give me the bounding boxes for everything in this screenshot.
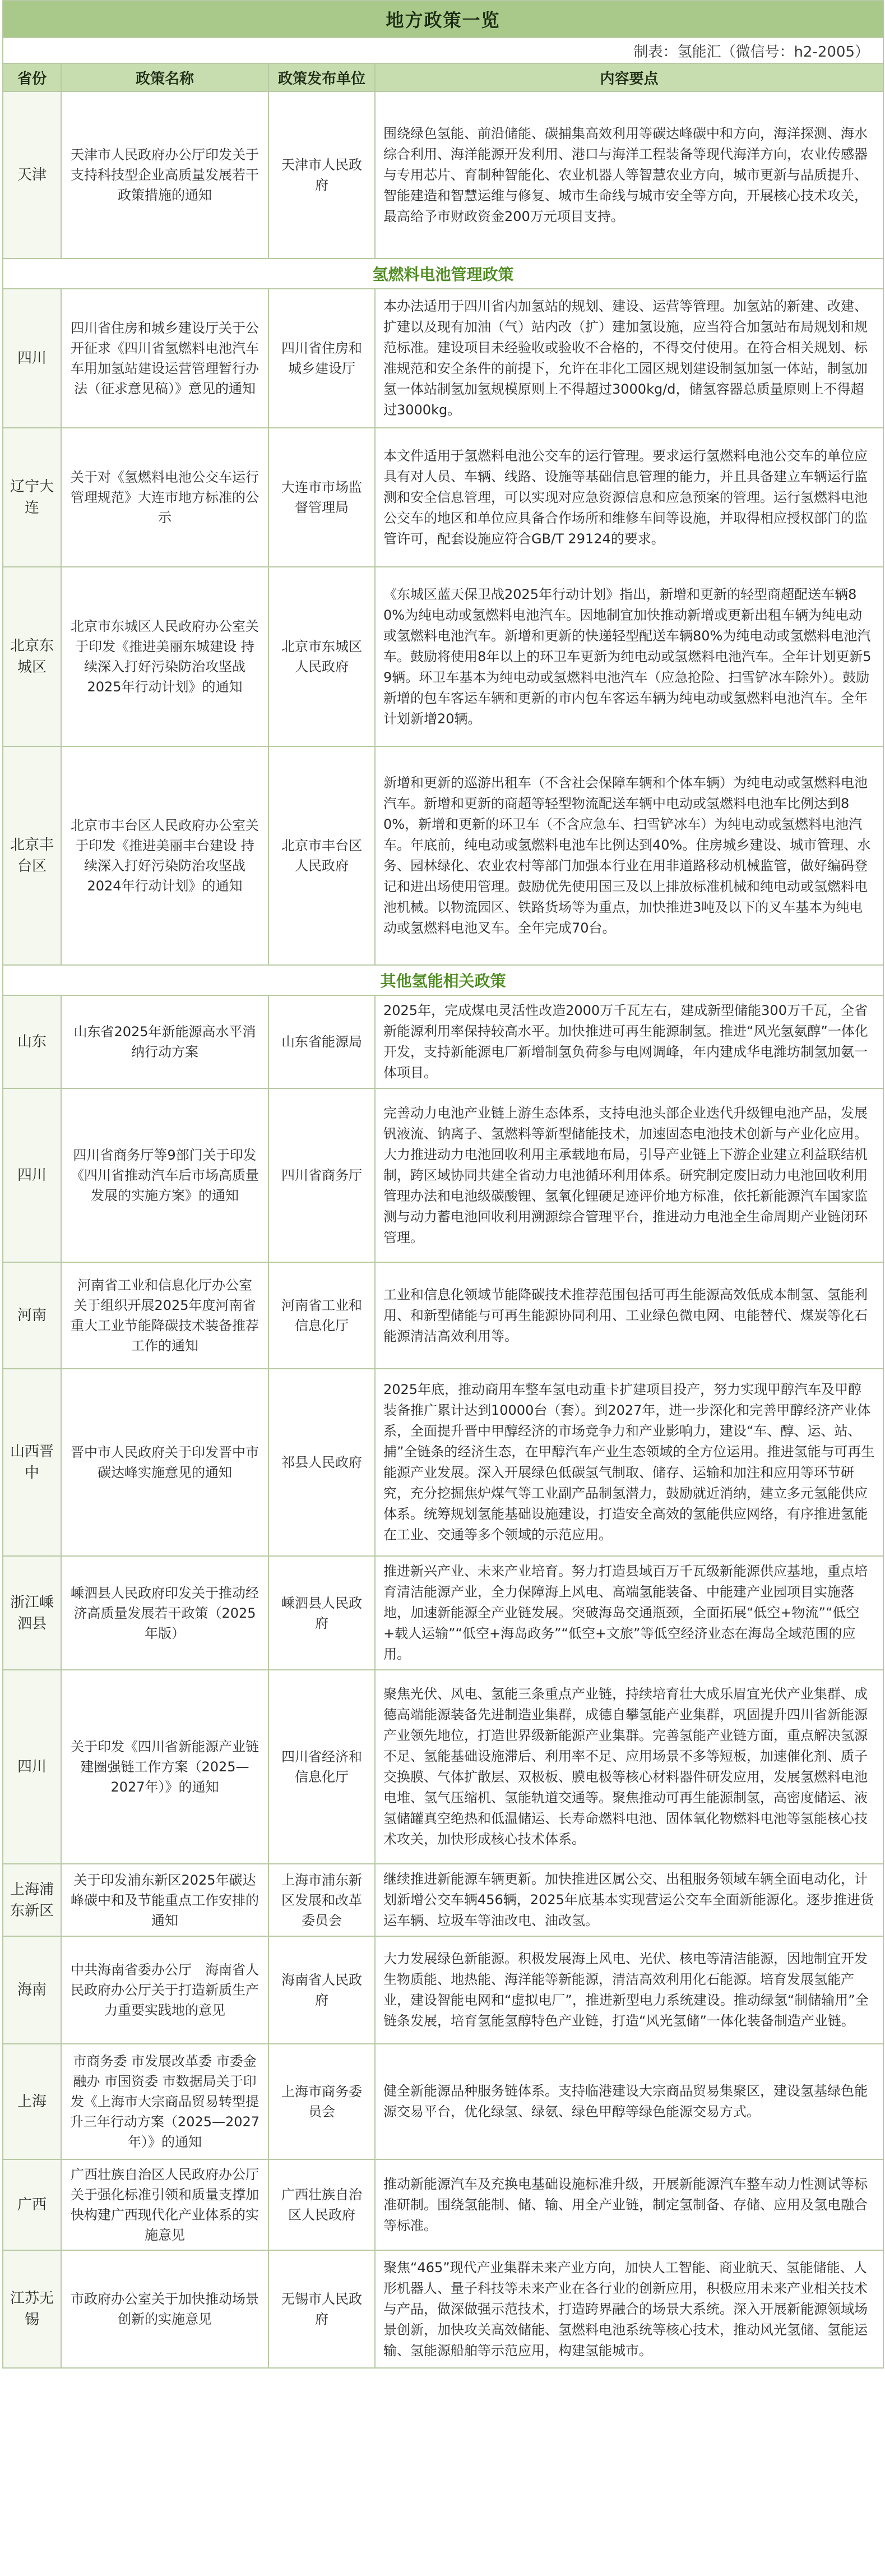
content-cell: 本文件适用于氢燃料电池公交车的运行管理。要求运行氢燃料电池公交车的单位应具有对人员、车辆、线路、设施等基础信息管理的能力，并且具备建立车辆运行监测和安全信息管理，可以实现对应急资源信息和应急预案的管理。运行氢燃料电池公交车的地区和单位应具备合作场所和维修车间等设施，并取得相应授权部门的监管许可，配套设施应符合GB/T 29124的要求。 (375, 428, 883, 567)
content-cell: 《东城区蓝天保卫战2025年行动计划》指出，新增和更新的轻型商超配送车辆80%为纯电动或氢燃料电池汽车。因地制宜加快推动新增或更新出租车辆为纯电动或氢燃料电池汽车。新增和更新的快递轻型配送车辆80%为纯电动或氢燃料电池汽车。鼓励将使用8年以上的环卫车更新为纯电动或氢燃料电池汽车。全年计划更新59辆。环卫车基本为纯电动或氢燃料电池汽车（应急抢险、扫雪铲冰车除外）。鼓励新增的包车客运车辆和更新的市内包车客运车辆为纯电动或氢燃料电池汽车。全年计划新增20辆。 (375, 567, 883, 746)
publisher-cell: 上海市商务委员会 (268, 2044, 375, 2159)
publisher-cell: 祁县人民政府 (268, 1369, 375, 1556)
publisher-cell: 四川省经济和信息化厅 (268, 1670, 375, 1864)
header-content: 内容要点 (375, 63, 883, 91)
header-publisher: 政策发布单位 (268, 63, 375, 91)
policy-name-cell: 四川省住房和城乡建设厅关于公开征求《四川省氢燃料电池汽车车用加氢站建设运营管理暂行办法（征求意见稿）》意见的通知 (61, 289, 268, 428)
content-cell: 健全新能源品种服务链体系。支持临港建设大宗商品贸易集聚区，建设氢基绿色能源交易平台，优化绿氢、绿氨、绿色甲醇等绿色能源交易方式。 (375, 2044, 883, 2159)
policy-name-cell: 市政府办公室关于加快推动场景创新的实施意见 (61, 2250, 268, 2368)
policy-table (2, 0, 884, 2369)
content-cell: 工业和信息化领域节能降碳技术推荐范围包括可再生能源高效低成本制氢、氢能利用、和新型储能与可再生能源协同利用、工业绿色微电网、电能替代、煤炭等化石能源清洁高效利用等。 (375, 1262, 883, 1369)
policy-name-cell: 四川省商务厅等9部门关于印发《四川省推动汽车后市场高质量发展的实施方案》的通知 (61, 1088, 268, 1262)
policy-name-cell: 关于对《氢燃料电池公交车运行管理规范》大连市地方标准的公示 (61, 428, 268, 567)
content-cell: 本办法适用于四川省内加氢站的规划、建设、运营等管理。加氢站的新建、改建、扩建以及现有加油（气）站内改（扩）建加氢设施，应当符合加氢站布局规划和规范标准。建设项目未经验收或验收不合格的，不得交付使用。在符合相关规划、标准规范和安全条件的前提下，允许在非化工园区规划建设制氢加氢一体站，制氢加氢一体站制氢加氢规模原则上不得超过3000kg/d，储氢容器总质量原则上不得超过3000kg。 (375, 289, 883, 428)
province-cell: 山东 (3, 995, 61, 1088)
province-cell: 广西 (3, 2159, 61, 2250)
publisher-cell: 大连市市场监督管理局 (268, 428, 375, 567)
table-title: 地方政策一览 (3, 1, 883, 38)
policy-name-cell: 北京市东城区人民政府办公室关于印发《推进美丽东城建设 持续深入打好污染防治攻坚战2025年行动计划》的通知 (61, 567, 268, 746)
content-cell: 大力发展绿色新能源。积极发展海上风电、光伏、核电等清洁能源，因地制宜开发生物质能、地热能、海洋能等新能源，清洁高效利用化石能源。培育发展氢能产业，建设智能电网和“虚拟电厂”，推进新型电力系统建设。推动绿氢“制储输用”全链条发展，培育氢能氢醇特色产业链，打造“风光氢储”一体化装备制造产业链。 (375, 1936, 883, 2044)
publisher-cell: 四川省住房和城乡建设厅 (268, 289, 375, 428)
publisher-cell: 山东省能源局 (268, 995, 375, 1088)
credit-row (3, 38, 883, 63)
content-cell: 2025年，完成煤电灵活性改造2000万千瓦左右，建成新型储能300万千瓦，全省新能源利用率保持较高水平。加快推进可再生能源制氢。推进“风光氢氨醇”一体化开发，支持新能源电厂新增制氢负荷参与电网调峰，年内建成华电潍坊制氢加氨一体项目。 (375, 995, 883, 1088)
table-row (3, 2044, 883, 2159)
content-cell: 聚焦光伏、风电、氢能三条重点产业链，持续培育壮大成乐眉宜光伏产业集群、成德高端能源装备先进制造业集群，成德自攀氢能产业集群，巩固提升四川省新能源产业领先地位，打造世界级新能源产业集群。完善氢能产业链方面，重点解决氢源不足、氢能基础设施滞后、利用率不足、应用场景不多等短板，加速催化剂、质子交换膜、气体扩散层、双极板、膜电极等核心材料器件研发应用，发展氢燃料电池电堆、氢气压缩机、氢能轨道交通等。聚焦推动可再生能源制氢，高密度储运、液氢储罐真空绝热和低温储运、长寿命燃料电池、固体氧化物燃料电池等氢能核心技术攻关，加快形成核心技术体系。 (375, 1670, 883, 1864)
province-cell: 江苏无锡 (3, 2250, 61, 2368)
policy-name-cell: 北京市丰台区人民政府办公室关于印发《推进美丽丰台建设 持续深入打好污染防治攻坚战2024年行动计划》的通知 (61, 746, 268, 965)
table-row (3, 1088, 883, 1262)
table-row (3, 1369, 883, 1556)
policy-name-cell: 晋中市人民政府关于印发晋中市碳达峰实施意见的通知 (61, 1369, 268, 1556)
table-row (3, 2159, 883, 2250)
table-row (3, 1864, 883, 1936)
policy-name-cell: 山东省2025年新能源高水平消纳行动方案 (61, 995, 268, 1088)
province-cell: 河南 (3, 1262, 61, 1369)
province-cell: 四川 (3, 289, 61, 428)
table-row (3, 428, 883, 567)
province-cell: 四川 (3, 1088, 61, 1262)
policy-name-cell: 关于印发《四川省新能源产业链建圈强链工作方案（2025—2027年）》的通知 (61, 1670, 268, 1864)
content-cell: 完善动力电池产业链上游生态体系，支持电池头部企业迭代升级锂电池产品，发展钒液流、钠离子、氢燃料等新型储能技术，加速固态电池技术创新与产业化应用。大力推进动力电池回收利用主承载地布局，引导产业链上下游企业建立利益联结机制，跨区域协同共建全省动力电池循环利用体系。研究制定废旧动力电池回收利用管理办法和电池级碳酸锂、氢氧化锂硬足迹评价地方标准，依托新能源汽车国家监测与动力蓄电池回收利用溯源综合管理平台，推进动力电池全生命周期产业链闭环管理。 (375, 1088, 883, 1262)
table-row (3, 289, 883, 428)
title-row (3, 1, 883, 38)
province-cell: 海南 (3, 1936, 61, 2044)
content-cell: 2025年底，推动商用车整车氢电动重卡扩建项目投产，努力实现甲醇汽车及甲醇装备推广累计达到10000台（套）。到2027年，进一步深化和完善甲醇经济产业体系，全面提升晋中甲醇经济的市场竞争力和产业影响力，建设“车、醇、运、站、捕”全链条的经济生态，在甲醇汽车产业生态领域的全方位运用。推进氢能与可再生能源产业发展。深入开展绿色低碳氢气制取、储存、运输和加注和应用等环节研究，充分挖掘焦炉煤气等工业副产品制氢潜力，鼓励就近消纳，建立多元氢能供应体系。统筹规划氢能基础设施建设，打造安全高效的氢能供应网络，有序推进氢能在工业、交通等多个领域的示范应用。 (375, 1369, 883, 1556)
publisher-cell: 四川省商务厅 (268, 1088, 375, 1262)
table-row (3, 995, 883, 1088)
province-cell: 辽宁大连 (3, 428, 61, 567)
table-credit: 制表：氢能汇（微信号：h2-2005） (3, 38, 883, 63)
province-cell: 上海 (3, 2044, 61, 2159)
province-cell: 四川 (3, 1670, 61, 1864)
publisher-cell: 天津市人民政府 (268, 91, 375, 258)
province-cell: 北京丰台区 (3, 746, 61, 965)
publisher-cell: 海南省人民政府 (268, 1936, 375, 2044)
header-row (3, 63, 883, 91)
header-province: 省份 (3, 63, 61, 91)
table-row (3, 2250, 883, 2368)
section-row (3, 258, 883, 289)
policy-name-cell: 天津市人民政府办公厅印发关于支持科技型企业高质量发展若干政策措施的通知 (61, 91, 268, 258)
province-cell: 北京东城区 (3, 567, 61, 746)
table-row (3, 567, 883, 746)
content-cell: 聚焦“465”现代产业集群未来产业方向，加快人工智能、商业航天、氢能储能、人形机器人、量子科技等未来产业在各行业的创新应用，积极应用未来产业相关技术与产品，做深做强示范技术，打造跨界融合的场景大系统。深入开展新能源领域场景创新，加快攻关高效储能、氢燃料电池系统等核心技术，推动风光氢储、氢能运输、氢能源船舶等示范应用，构建氢能城市。 (375, 2250, 883, 2368)
section-row (3, 965, 883, 995)
policy-name-cell: 嵊泗县人民政府印发关于推动经济高质量发展若干政策（2025年版） (61, 1556, 268, 1670)
policy-name-cell: 河南省工业和信息化厅办公室 关于组织开展2025年度河南省重大工业节能降碳技术装备推荐工作的通知 (61, 1262, 268, 1369)
table-row (3, 746, 883, 965)
section-title-fuel-cell: 氢燃料电池管理政策 (3, 258, 883, 289)
publisher-cell: 河南省工业和信息化厅 (268, 1262, 375, 1369)
policy-name-cell: 广西壮族自治区人民政府办公厅关于强化标准引领和质量支撑加快构建广西现代化产业体系的实施意见 (61, 2159, 268, 2250)
province-cell: 浙江嵊泗县 (3, 1556, 61, 1670)
province-cell: 天津 (3, 91, 61, 258)
table-row (3, 1556, 883, 1670)
content-cell: 围绕绿色氢能、前沿储能、碳捕集高效利用等碳达峰碳中和方向，海洋探测、海水综合利用、海洋能源开发利用、港口与海洋工程装备等现代海洋方向，农业传感器与专用芯片、育制种智能化、农业机器人等智慧农业方向，城市更新与品质提升、智能建造和智慧运维与修复、城市生命线与城市安全等方向，开展核心技术攻关，最高给予市财政资金200万元项目支持。 (375, 91, 883, 258)
table-row (3, 1936, 883, 2044)
section-title-other: 其他氢能相关政策 (3, 965, 883, 995)
province-cell: 山西晋中 (3, 1369, 61, 1556)
header-policy-name: 政策名称 (61, 63, 268, 91)
content-cell: 推进新兴产业、未来产业培育。努力打造县域百万千瓦级新能源供应基地，重点培育清洁能源产业，全力保障海上风电、高端氢能装备、中能建产业园项目实施落地，加速新能源全产业链发展。突破海岛交通瓶颈，全面拓展“低空+物流”“低空+载人运输”“低空+海岛政务”“低空+文旅”等低空经济业态在海岛全域范围的应用。 (375, 1556, 883, 1670)
policy-name-cell: 关于印发浦东新区2025年碳达峰碳中和及节能重点工作安排的通知 (61, 1864, 268, 1936)
province-cell: 上海浦东新区 (3, 1864, 61, 1936)
table-row (3, 1670, 883, 1864)
content-cell: 继续推进新能源车辆更新。加快推进区属公交、出租服务领域车辆全面电动化，计划新增公交车辆456辆，2025年底基本实现营运公交车全面新能源化。逐步推进货运车辆、垃圾车等油改电、油改氢。 (375, 1864, 883, 1936)
table-row (3, 1262, 883, 1369)
content-cell: 推动新能源汽车及充换电基础设施标准升级，开展新能源汽车整车动力性测试等标准研制。围绕氢能制、储、输、用全产业链，制定氢制备、存储、应用及氢电融合等标准。 (375, 2159, 883, 2250)
publisher-cell: 北京市丰台区人民政府 (268, 746, 375, 965)
publisher-cell: 广西壮族自治区人民政府 (268, 2159, 375, 2250)
publisher-cell: 嵊泗县人民政府 (268, 1556, 375, 1670)
policy-name-cell: 中共海南省委办公厅 海南省人民政府办公厅关于打造新质生产力重要实践地的意见 (61, 1936, 268, 2044)
content-cell: 新增和更新的巡游出租车（不含社会保障车辆和个体车辆）为纯电动或氢燃料电池汽车。新增和更新的商超等轻型物流配送车辆中电动或氢燃料电池车比例达到80%，新增和更新的环卫车（不含应急车、扫雪铲冰车）为纯电动或氢燃料电池汽车。年底前，纯电动或氢燃料电池车比例达到40%。住房城乡建设、城市管理、水务、园林绿化、农业农村等部门加强本行业在用非道路移动机械监管，做好编码登记和进出场使用管理。鼓励优先使用国三及以上排放标准机械和纯电动或氢燃料电池机械。以物流园区、铁路货场等为重点，加快推进3吨及以下的叉车基本为纯电动或氢燃料电池叉车。全年完成70台。 (375, 746, 883, 965)
publisher-cell: 上海市浦东新区发展和改革委员会 (268, 1864, 375, 1936)
policy-name-cell: 市商务委 市发展改革委 市委金融办 市国资委 市数据局关于印发《上海市大宗商品贸易转型提升三年行动方案（2025—2027年）》的通知 (61, 2044, 268, 2159)
table-row (3, 91, 883, 258)
publisher-cell: 无锡市人民政府 (268, 2250, 375, 2368)
publisher-cell: 北京市东城区人民政府 (268, 567, 375, 746)
